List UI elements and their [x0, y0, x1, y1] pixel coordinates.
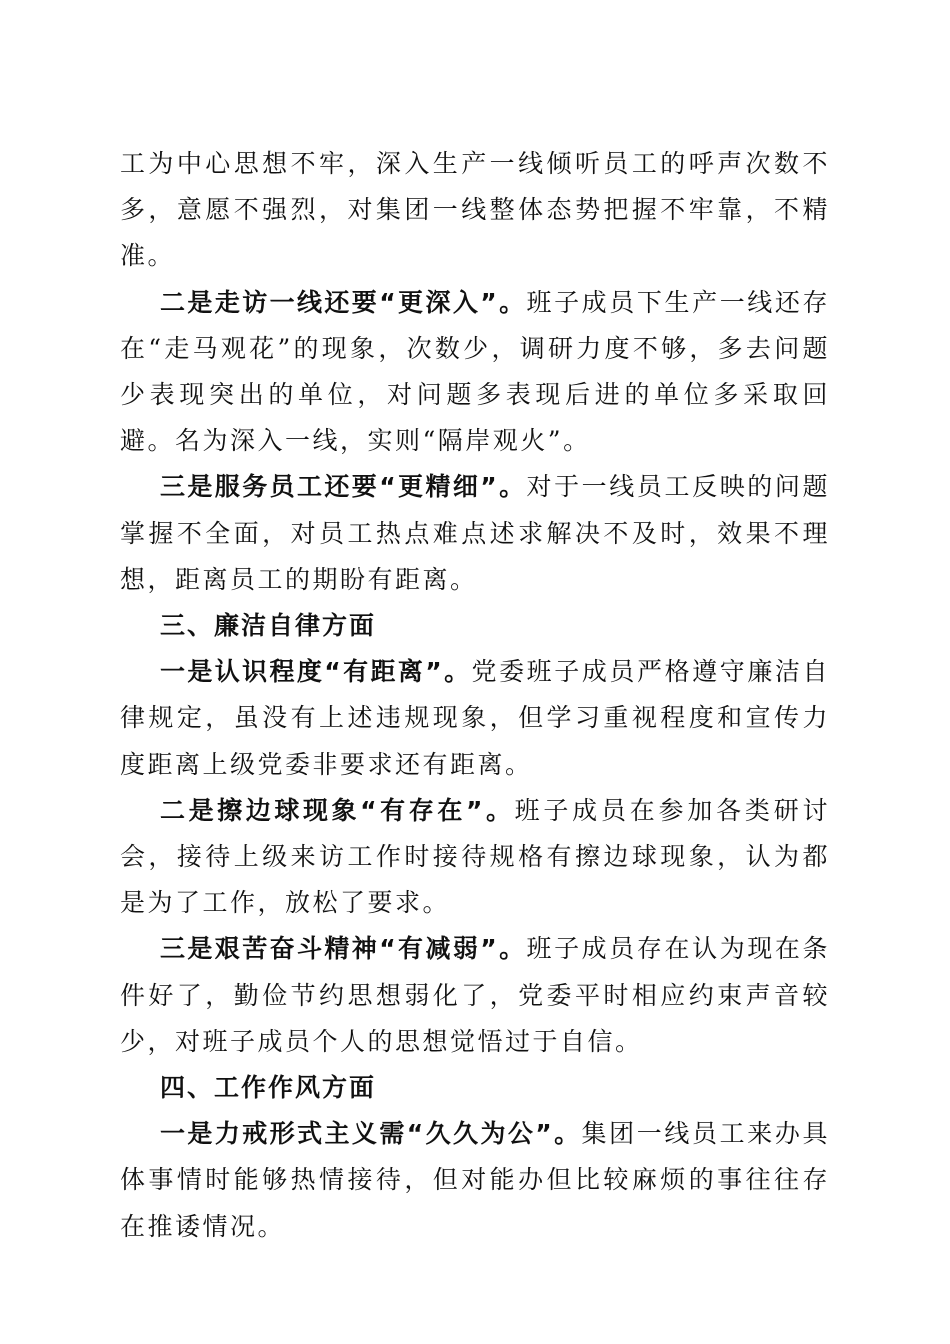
paragraph-edge-ball	[120, 788, 830, 927]
paragraph-visit-frontline	[120, 280, 830, 465]
paragraph-body: 班子成员下生产一线还存在“走马观花”的现象，次数少，调研力度不够，多去问题少表现突出的单位，对问题多表现后进的单位多采取回避。名为深入一线，实则“隔岸观火”。	[120, 287, 830, 456]
paragraph-lead: 一是力戒形式主义需“久久为公”。	[160, 1119, 582, 1149]
paragraph-lead: 一是认识程度“有距离”。	[160, 657, 472, 687]
paragraph-serve-staff	[120, 464, 830, 603]
paragraph-body: 对于一线员工反映的问题掌握不全面，对员工热点难点述求解决不及时，效果不理想，距离员工的期盼有距离。	[120, 472, 830, 594]
section-heading-work-style: 四、工作作风方面	[160, 1073, 377, 1103]
paragraph-intro: 工为中心思想不牢，深入生产一线倾听员工的呼声次数不多，意愿不强烈，对集团一线整体态势把握不牢靠，不精准。	[120, 149, 830, 271]
paragraph-body: 集团一线员工来办具体事情时能够热情接待，但对能办但比较麻烦的事往往存在推诿情况。	[120, 1119, 830, 1241]
paragraph-lead: 二是走访一线还要“更深入”。	[160, 287, 527, 317]
paragraph-formalism	[120, 1111, 830, 1250]
paragraph-lead: 二是擦边球现象“有存在”。	[160, 795, 515, 825]
paragraph-body: 党委班子成员严格遵守廉洁自律规定，虽没有上述违规现象，但学习重视程度和宣传力度距离上级党委非要求还有距离。	[120, 657, 830, 779]
paragraph-lead: 三是服务员工还要“更精细”。	[160, 472, 527, 502]
paragraph-body: 班子成员在参加各类研讨会，接待上级来访工作时接待规格有擦边球现象，认为都是为了工作，放松了要求。	[120, 795, 830, 918]
paragraph-hard-work	[120, 926, 830, 1065]
paragraph-body: 班子成员存在认为现在条件好了，勤俭节约思想弱化了，党委平时相应约束声音较少，对班子成员个人的思想觉悟过于自信。	[120, 934, 830, 1056]
paragraph-awareness	[120, 649, 830, 788]
section-heading-integrity: 三、廉洁自律方面	[160, 611, 377, 641]
document-body	[120, 141, 830, 1250]
paragraph-lead: 三是艰苦奋斗精神“有减弱”。	[160, 934, 527, 964]
